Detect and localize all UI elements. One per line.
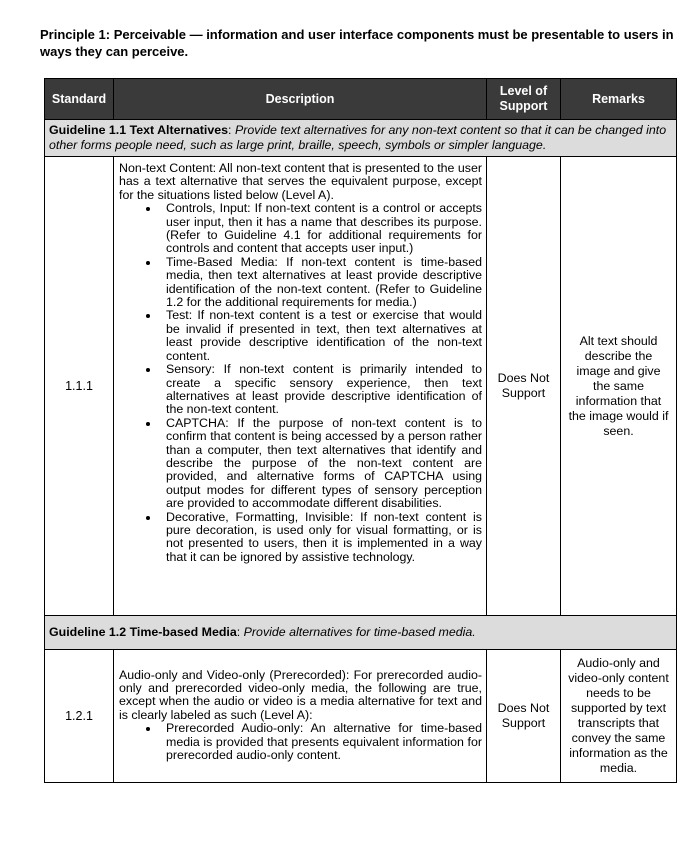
level-of-support: Does Not Support — [487, 157, 561, 616]
table-header-row — [45, 79, 677, 120]
table-row — [45, 157, 677, 616]
guideline-row — [45, 120, 677, 157]
description-intro: Audio-only and Video-only (Prerecorded): For prerecorded audio-only and prerecorded video-only media, the following are true, except when the audio or video is a media alternative for text and is clearly labeled as such (Level A): — [119, 667, 482, 722]
list-item: • Decorative, Formatting, Invisible: If non-text content is pure decoration, is used only for visual formatting, or is not presented to users, then it is implemented in a way that it can be ignored by assistive technology. — [160, 511, 482, 565]
conformance-table — [44, 78, 677, 783]
guideline-description: Provide alternatives for time-based media. — [243, 625, 476, 639]
criteria-list — [119, 202, 482, 564]
list-item: • Controls, Input: If non-text content is a control or accepts user input, then it has a name that describes its purpose. (Refer to Guideline 4.1 for additional requirements for controls and content that accepts user input.) — [160, 202, 482, 256]
guideline-1-2: Guideline 1.2 Time-based Media: Provide alternatives for time-based media. — [45, 616, 677, 650]
description-cell — [114, 650, 487, 783]
criteria-list — [119, 722, 482, 762]
table-row — [45, 650, 677, 783]
guideline-title: Guideline 1.2 Time-based Media — [49, 625, 237, 639]
list-item: • Test: If non-text content is a test or exercise that would be invalid if presented in text, then text alternatives at least provide descriptive identification of the non-text content. — [160, 309, 482, 363]
standard-number: 1.1.1 — [45, 157, 114, 616]
list-item: • Prerecorded Audio-only: An alternative for time-based media is provided that presents equivalent information for prerecorded audio-only content. — [160, 722, 482, 762]
guideline-description: Provide text alternatives for any non-text content so that it can be changed into other forms people need, such as large print, braille, speech, symbols or simpler language. — [49, 123, 667, 152]
remarks-text: Audio-only and video-only content needs to be supported by text transcripts that convey the same information as the media. — [561, 650, 677, 783]
description-cell — [114, 157, 487, 616]
remarks-text: Alt text should describe the image and give the same information that the image would if seen. — [561, 157, 677, 616]
guideline-title: Guideline 1.1 Text Alternatives — [49, 123, 229, 137]
level-of-support: Does Not Support — [487, 650, 561, 783]
header-description: Description — [114, 79, 487, 120]
description-intro: Non-text Content: All non-text content that is presented to the user has a text alternative that serves the equivalent purpose, except for the situations listed below (Level A). — [119, 161, 482, 202]
principle-heading: Principle 1: Perceivable — information and user interface components must be presentable to users in ways they can perceive. — [40, 27, 674, 59]
list-item: • Sensory: If non-text content is primarily intended to create a specific sensory experience, then text alternatives at least provide descriptive identification of the non-text content. — [160, 363, 482, 417]
list-item: • Time-Based Media: If non-text content is time-based media, then text alternatives at least provide descriptive identification of the non-text content. (Refer to Guideline 1.2 for the additional requirements for media.) — [160, 256, 482, 310]
header-standard: Standard — [45, 79, 114, 120]
standard-number: 1.2.1 — [45, 650, 114, 783]
guideline-row — [45, 616, 677, 650]
list-item: • CAPTCHA: If the purpose of non-text content is to confirm that content is being accessed by a person rather than a computer, then text alternatives that identify and describe the purpose of the non-text content are provided, and alternative forms of CAPTCHA using output modes for different types of sensory perception are provided to accommodate different disabilities. — [160, 417, 482, 511]
header-level-of-support: Level of Support — [487, 79, 561, 120]
header-remarks: Remarks — [561, 79, 677, 120]
guideline-1-1: Guideline 1.1 Text Alternatives: Provide text alternatives for any non-text content so that it can be changed into other forms people need, such as large print, braille, speech, symbols or simpler language. — [45, 120, 677, 157]
